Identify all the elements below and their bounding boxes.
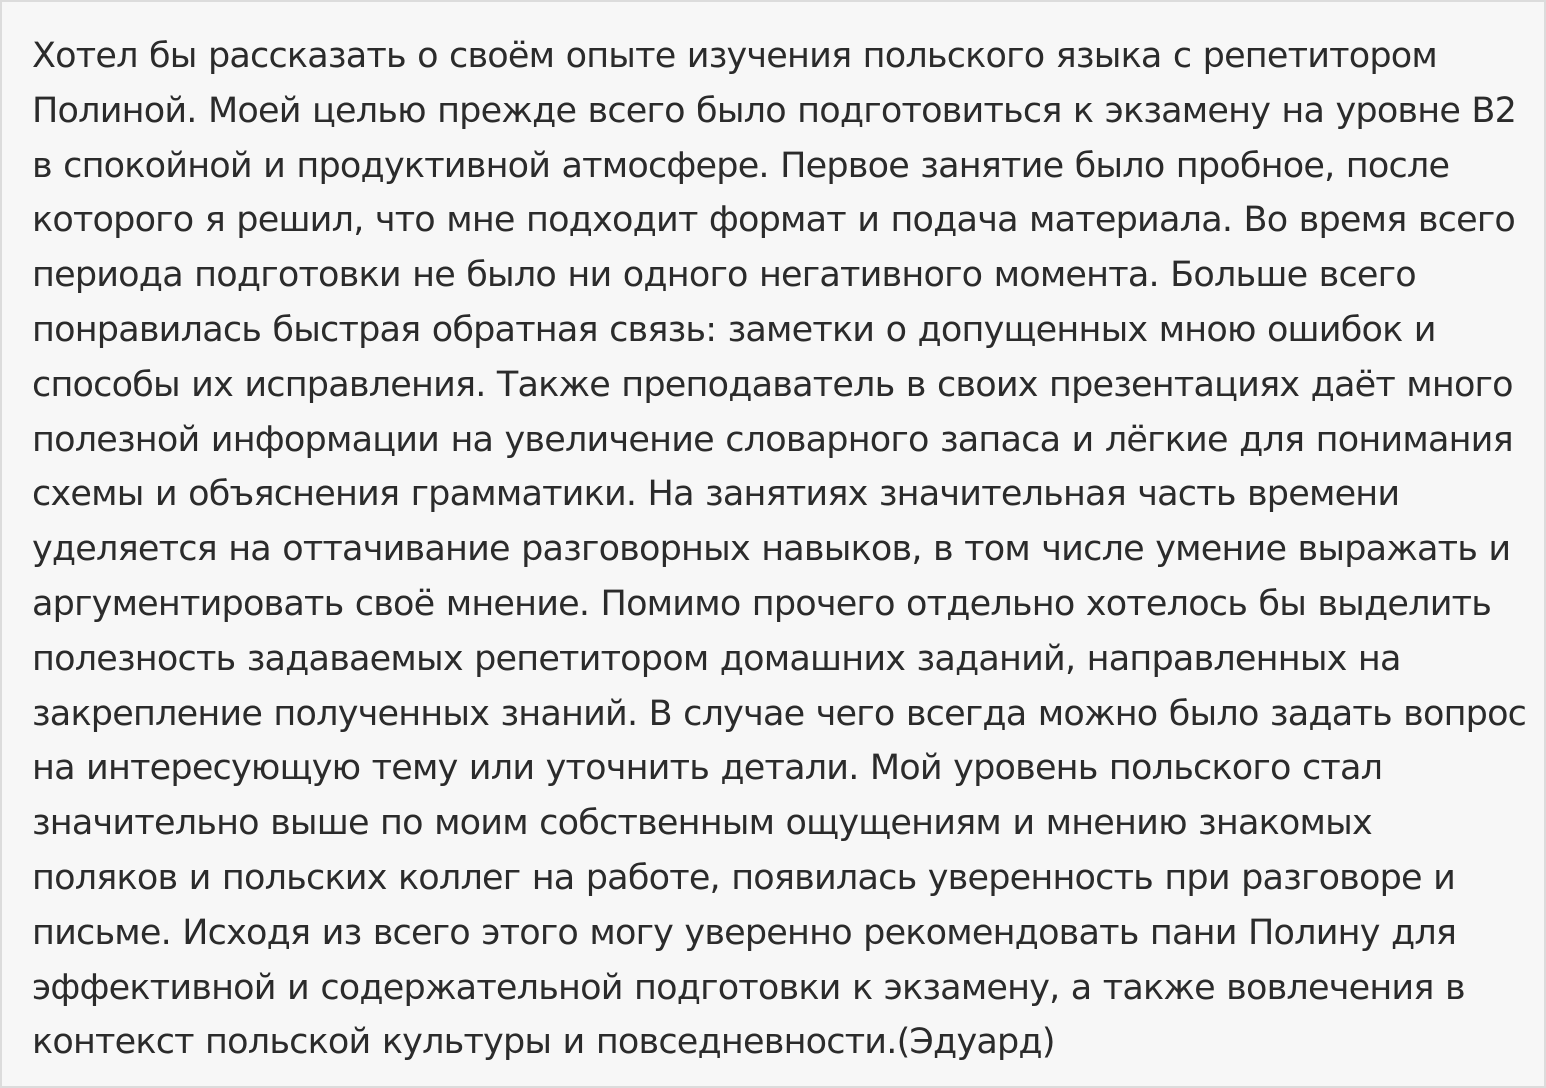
review-line: понравилась быстрая обратная связь: заметки о допущенных мною ошибок и	[32, 309, 1436, 350]
review-line: аргументировать своё мнение. Помимо прочего отдельно хотелось бы выделить	[32, 583, 1492, 624]
review-line: которого я решил, что мне подходит формат и подача материала. Во время всего	[32, 200, 1516, 241]
review-line: на интересующую тему или уточнить детали. Мой уровень польского стал	[32, 748, 1383, 789]
review-line: схемы и объяснения грамматики. На занятиях значительная часть времени	[32, 474, 1400, 515]
review-line: Хотел бы рассказать о своём опыте изучения польского языка с репетитором	[32, 36, 1437, 76]
review-line: закрепление полученных знаний. В случае чего всегда можно было задать вопрос	[32, 693, 1527, 734]
review-line: способы их исправления. Также преподаватель в своих презентациях даёт много	[32, 364, 1513, 405]
review-line: уделяется на оттачивание разговорных навыков, в том числе умение выражать и	[32, 529, 1511, 570]
review-text	[32, 29, 1530, 1070]
review-line: Полиной. Моей целью прежде всего было подготовиться к экзамену на уровне B2	[32, 90, 1517, 131]
review-line: полезной информации на увеличение словарного запаса и лёгкие для понимания	[32, 419, 1513, 460]
review-line-signature: контекст польской культуры и повседневности.(Эдуард)	[32, 1022, 1055, 1063]
review-line: значительно выше по моим собственным ощущениям и мнению знакомых	[32, 803, 1372, 844]
review-line: поляков и польских коллег на работе, появилась уверенность при разговоре и	[32, 857, 1456, 898]
review-line: в спокойной и продуктивной атмосфере. Первое занятие было пробное, после	[32, 145, 1450, 186]
review-line: письме. Исходя из всего этого могу уверенно рекомендовать пани Полину для	[32, 912, 1457, 953]
review-line: эффективной и содержательной подготовки к экзамену, а также вовлечения в	[32, 967, 1465, 1008]
review-line: полезность задаваемых репетитором домашних заданий, направленных на	[32, 638, 1401, 679]
review-line: периода подготовки не было ни одного негативного момента. Больше всего	[32, 255, 1416, 296]
